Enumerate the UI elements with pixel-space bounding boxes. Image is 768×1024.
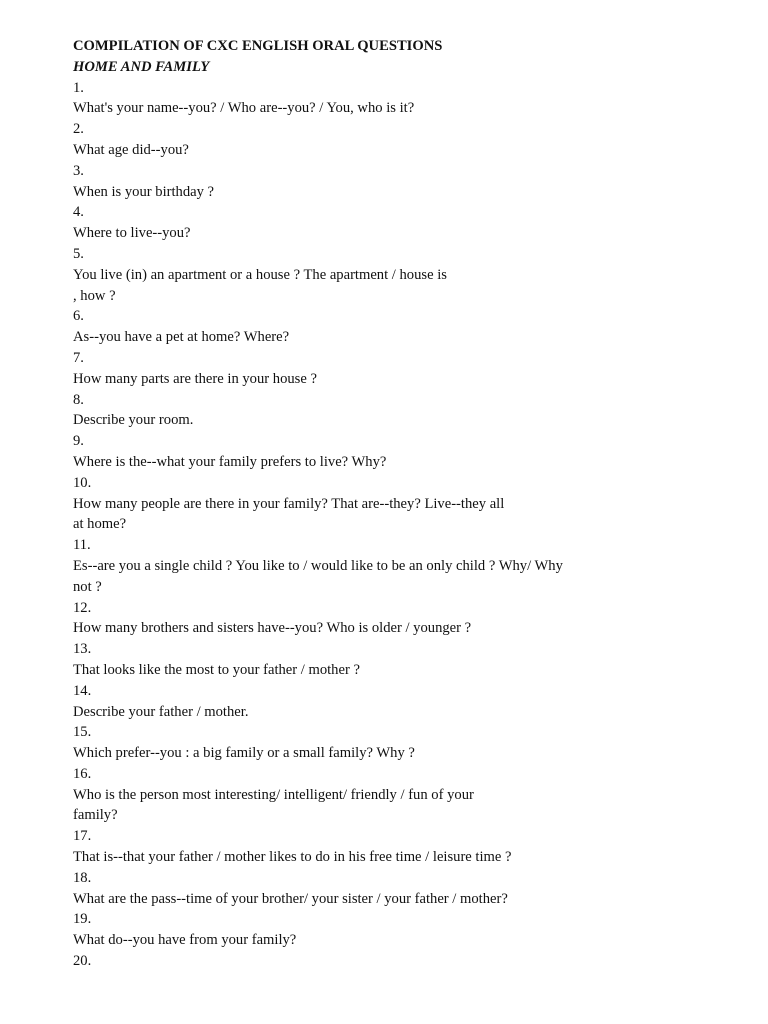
question-text: You live (in) an apartment or a house ? The apartment / house is xyxy=(73,266,447,283)
question-text: When is your birthday ? xyxy=(73,183,215,200)
section-heading: HOME AND FAMILY xyxy=(73,58,210,75)
question-text: Who is the person most interesting/ intelligent/ friendly / fun of your xyxy=(73,786,474,803)
question-number: 3. xyxy=(73,162,84,179)
question-text: As--you have a pet at home? Where? xyxy=(73,329,290,346)
document-page xyxy=(73,36,733,972)
question-text: Es--are you a single child ? You like to / would like to be an only child ? Why/ Why xyxy=(73,557,563,574)
question-text: How many people are there in your family? That are--they? Live--they all xyxy=(73,495,505,512)
question-number: 19. xyxy=(73,911,92,928)
question-list xyxy=(73,78,733,972)
question-text: That is--that your father / mother likes to do in his free time / leisure time ? xyxy=(73,849,512,866)
question-text: How many parts are there in your house ? xyxy=(73,370,317,387)
question-text: Where is the--what your family prefers to live? Why? xyxy=(73,453,387,470)
question-text: Describe your room. xyxy=(73,412,194,429)
question-text: Where to live--you? xyxy=(73,225,191,242)
question-number: 20. xyxy=(73,953,92,970)
question-number: 16. xyxy=(73,765,92,782)
question-number: 7. xyxy=(73,349,84,366)
question-text: Describe your father / mother. xyxy=(73,703,249,720)
question-number: 9. xyxy=(73,433,84,450)
question-number: 11. xyxy=(73,537,91,554)
document-title: COMPILATION OF CXC ENGLISH ORAL QUESTIONS xyxy=(73,38,443,54)
question-number: 1. xyxy=(73,79,84,96)
question-number: 5. xyxy=(73,245,84,262)
question-number: 2. xyxy=(73,121,84,138)
question-text: What age did--you? xyxy=(73,141,189,158)
question-text: How many brothers and sisters have--you? Who is older / younger ? xyxy=(73,620,472,637)
question-number: 6. xyxy=(73,308,84,325)
question-number: 13. xyxy=(73,641,92,658)
question-number: 18. xyxy=(73,869,92,886)
question-number: 12. xyxy=(73,599,92,616)
question-number: 17. xyxy=(73,828,92,845)
question-text: not ? xyxy=(73,578,102,595)
question-text: , how ? xyxy=(73,287,116,304)
question-text: What do--you have from your family? xyxy=(73,932,297,949)
question-number: 15. xyxy=(73,724,92,741)
question-text: What's your name--you? / Who are--you? / You, who is it? xyxy=(73,100,415,117)
question-text: What are the pass--time of your brother/ your sister / your father / mother? xyxy=(73,890,508,907)
question-text: Which prefer--you : a big family or a small family? Why ? xyxy=(73,745,415,762)
question-text: at home? xyxy=(73,516,127,533)
question-number: 10. xyxy=(73,474,92,491)
question-number: 4. xyxy=(73,204,84,221)
question-text: That looks like the most to your father / mother ? xyxy=(73,661,360,678)
question-number: 8. xyxy=(73,391,84,408)
question-text: family? xyxy=(73,807,118,824)
question-number: 14. xyxy=(73,682,92,699)
